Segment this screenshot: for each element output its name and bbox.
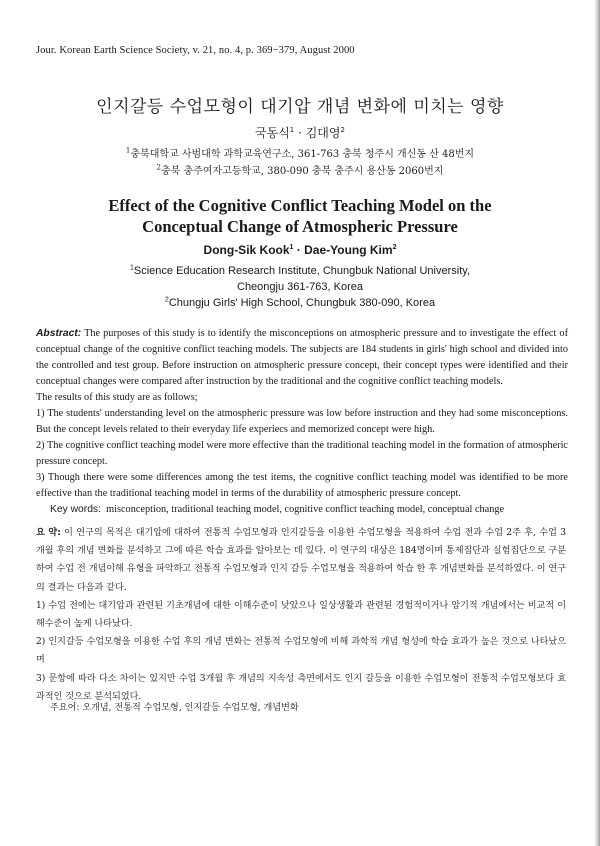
english-abstract	[36, 326, 568, 502]
korean-keywords-text: 오개념, 전통적 수업모형, 인지갈등 수업모형, 개념변화	[79, 703, 299, 713]
author-separator: ·	[294, 126, 306, 140]
korean-keywords-label: 주요어:	[50, 703, 80, 713]
keywords-text: misconception, traditional teaching model, cognitive conflict teaching model, conceptual change	[106, 504, 505, 515]
korean-affiliation-1-sup: 1	[125, 146, 131, 155]
abstract-results-intro: The results of this study are as follows;	[36, 392, 198, 403]
korean-affiliation-2-sup: 2	[156, 163, 161, 172]
abstract-result-1: 1) The students' understanding level on the atmospheric pressure was low before instruction and they had some misconceptions. But the concept levels related to their everyday life experiecs and memorized concept were high.	[36, 408, 568, 435]
english-affiliation-1-text: Science Education Research Institute, Chungbuk National University,	[133, 265, 470, 277]
english-affiliation-2-text: Chungju Girls' High School, Chungbuk 380-090, Korea	[168, 297, 436, 309]
keywords-label: Key words:	[50, 504, 101, 515]
journal-citation: Jour. Korean Earth Science Society, v. 21, no. 4, p. 369−379, August 2000	[36, 45, 355, 56]
english-author-2-sup: 2	[392, 244, 397, 251]
korean-abstract-label: 요 약:	[36, 528, 61, 538]
abstract-body: The purposes of this study is to identify the misconceptions on atmospheric pressure and to investigate the effect of conceptual change of the cognitive conflict teaching models. The subjects are 184 students in girls' high school and divided into the controlled and test group. Before instruction on atmospheric pressure concept, their concept types were identified and their conceptual changes were compared after instruction by the traditional and the cognitive conflict teaching models.	[36, 328, 568, 387]
korean-author-1: 국동식	[255, 126, 290, 140]
english-affiliation-line-3	[0, 297, 600, 309]
english-title-line-1: Effect of the Cognitive Conflict Teaching Model on the	[108, 196, 492, 215]
korean-author-2: 김대영	[305, 126, 341, 140]
english-title	[0, 195, 600, 237]
abstract-result-3: 3) Though there were some differences among the test items, the cognitive conflict teaching model was identified to be more effective than the traditional teaching model in terms of the durability of atmospheric pressure concept.	[36, 472, 568, 499]
abstract-result-2: 2) The cognitive conflict teaching model were more effective than the traditional teaching model in the formation of atmospheric pressure concept.	[36, 440, 568, 467]
korean-affiliation-1-text: 충북대학교 사범대학 과학교육연구소, 361-763 충북 청주시 개신동 산 48번지	[130, 149, 475, 160]
korean-abstract-body: 이 연구의 목적은 대기압에 대하여 전통적 수업모형과 인지갈등을 이용한 수업모형을 적용하여 수업 전과 수업 2주 후, 수업 3개월 후의 개념 변화를 분석하고 그에 따른 학습 효과를 알아보는 데 있다. 이 연구의 대상은 184명이며 통제집단과 실험집단으로 구분하여 수업 전 개념이해 유형을 파악하고 전통적 수업모형과 인지 갈등 수업모형을 적용하여 학습 한 후 개념변화를 분석하였다. 이 연구의 결과는 다음과 같다.	[36, 528, 566, 593]
korean-author-1-sup: 1	[289, 126, 295, 134]
korean-affiliation-1	[0, 145, 600, 160]
english-affiliation-line-2: Cheongju 361-763, Korea	[237, 281, 363, 293]
english-affiliation-2-sup: 2	[164, 296, 169, 304]
korean-title: 인지갈등 수업모형이 대기압 개념 변화에 미치는 영향	[96, 97, 504, 117]
korean-result-3: 3) 문항에 따라 다소 차이는 있지만 수업 3개월 후 개념의 지속성 측면에서도 인지 갈등을 이용한 수업모형이 전통적 수업모형보다 효과적인 것으로 분석되었다.	[36, 673, 566, 702]
english-author-1: Dong-Sik Kook	[203, 243, 290, 257]
korean-authors	[0, 124, 600, 141]
korean-author-2-sup: 2	[340, 126, 345, 134]
scan-edge-shadow	[594, 0, 600, 846]
korean-affiliation-2	[0, 162, 600, 177]
abstract-label: Abstract:	[36, 328, 82, 339]
korean-keywords	[50, 700, 570, 713]
english-authors	[0, 243, 600, 257]
english-author-2: Dae-Young Kim	[304, 243, 393, 257]
korean-result-1: 1) 수업 전에는 대기압과 관련된 기초개념에 대한 이해수준이 낮았으나 일상생활과 관련된 경험적이거나 암기적 개념에서는 비교적 이해수준이 높게 나타났다.	[36, 600, 566, 630]
english-author-separator: ·	[293, 243, 305, 257]
korean-result-2: 2) 인지갈등 수업모형을 이용한 수업 후의 개념 변화는 전통적 수업모형에 비해 과학적 개념 형성에 학습 효과가 높은 것으로 나타났으며	[36, 637, 566, 666]
english-keywords	[50, 504, 570, 515]
english-author-1-sup: 1	[289, 244, 294, 251]
english-affiliation-1-sup: 1	[130, 264, 134, 272]
english-title-line-2: Conceptual Change of Atmospheric Pressure	[142, 217, 458, 236]
english-affiliation-line-1	[0, 265, 600, 277]
korean-affiliation-2-text: 충북 충주여자고등학교, 380-090 충북 충주시 용산동 2060번지	[161, 166, 444, 177]
abstract-paragraph	[36, 326, 568, 390]
korean-abstract-paragraph	[36, 524, 566, 597]
korean-abstract	[36, 524, 566, 706]
